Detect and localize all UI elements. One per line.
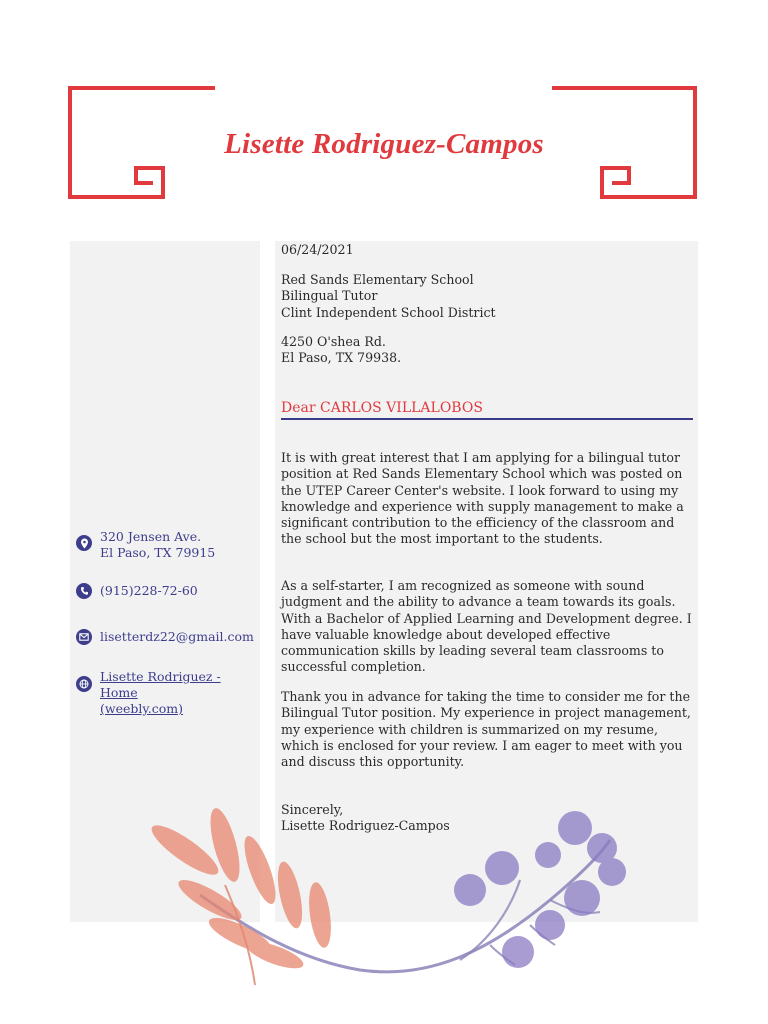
applicant-name: Lisette Rodriguez-Campos: [224, 128, 544, 160]
paragraph-3: Thank you in advance for taking the time to consider me for the Bilingual Tutor position. My experience in project management, my experience with children is summarized on my resume, which is enclosed for your review. I am eager to meet with you and discuss this opportunity.: [281, 689, 691, 770]
contact-address: [76, 529, 256, 561]
contact-phone: [76, 583, 256, 599]
letter-date: 06/24/2021: [281, 242, 354, 257]
address-line: El Paso, TX 79938.: [281, 350, 402, 366]
contact-email: [76, 629, 256, 645]
website-icon: [76, 676, 92, 692]
recipient-line: Bilingual Tutor: [281, 288, 378, 304]
floral-decoration: [130, 800, 650, 1000]
paragraph-2: As a self-starter, I am recognized as someone with sound judgment and the ability to advance a team towards its goals. With a Bachelor of Applied Learning and Development degree. I have valuable knowledge about developed effective communication skills by leading several team classrooms to successful completion.: [281, 578, 692, 675]
signature: Lisette Rodriguez-Campos: [281, 818, 450, 834]
header-frame: [0, 0, 768, 230]
recipient-line: Red Sands Elementary School: [281, 272, 474, 287]
recipient-address: [281, 334, 693, 367]
recipient-line: Clint Independent School District: [281, 304, 496, 320]
salutation: Dear CARLOS VILLALOBOS: [281, 400, 483, 416]
recipient-block: [281, 272, 693, 321]
website-link[interactable]: [100, 669, 256, 717]
phone-number: (915)228-72-60: [100, 583, 198, 598]
address-line: 4250 O'shea Rd.: [281, 334, 386, 349]
paragraph-1: It is with great interest that I am applying for a bilingual tutor position at Red Sands Elementary School which was posted on the UTEP Career Center's website. I look forward to using my knowledge and experience with supply management to make a significant contribution to the efficiency of the classroom and the school but the most important to the students.: [281, 450, 684, 547]
phone-icon: [76, 583, 92, 599]
email-address[interactable]: lisetterdz22@gmail.com: [100, 629, 254, 644]
contact-website: [76, 669, 256, 717]
address-line-2: El Paso, TX 79915: [100, 545, 216, 560]
closing: Sincerely,: [281, 802, 344, 817]
location-icon: [76, 535, 92, 551]
website-line-2: (weebly.com): [100, 701, 184, 716]
salutation-underline: [281, 418, 693, 420]
email-icon: [76, 629, 92, 645]
address-line-1: 320 Jensen Ave.: [100, 529, 202, 544]
website-line-1: Lisette Rodriguez - Home: [100, 669, 221, 700]
